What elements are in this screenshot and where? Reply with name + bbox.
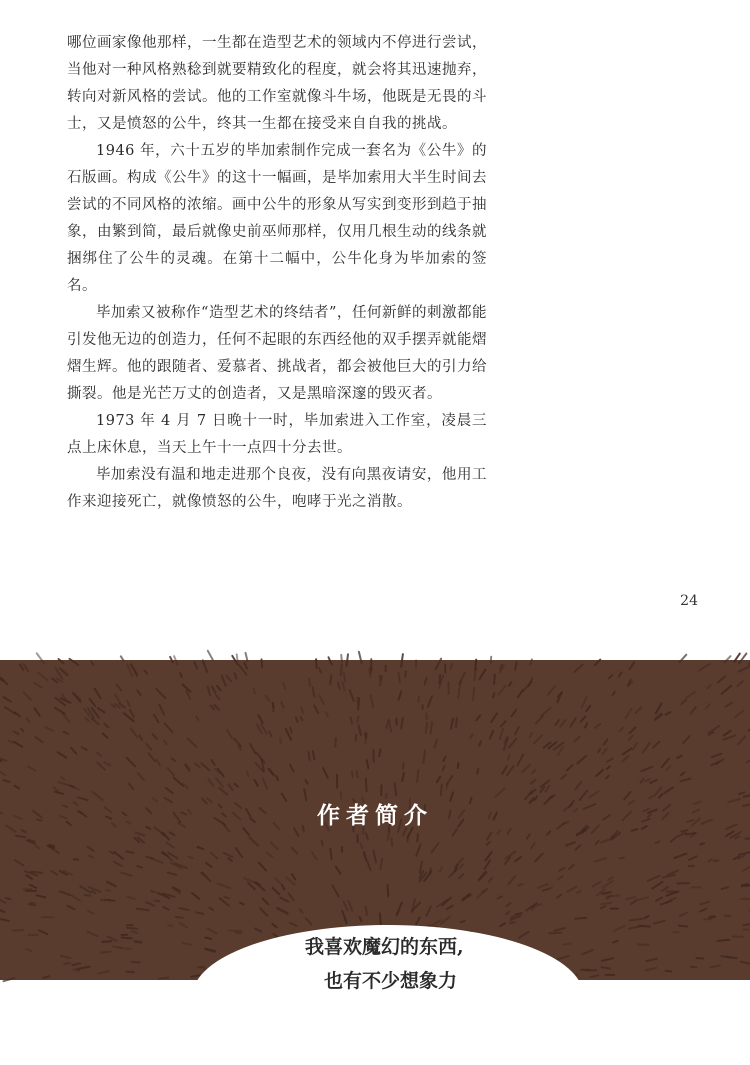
author-intro-panel (0, 660, 750, 980)
paragraph: 1946 年，六十五岁的毕加索制作完成一套名为《公牛》的石版画。构成《公牛》的这十一幅画，是毕加索用大半生时间去尝试的不同风格的浓缩。画中公牛的形象从写实到变形到趋于抽象，由繁到简，最后就像史前巫师那样，仅用几根生动的线条就捆绑住了公牛的灵魂。在第十二幅中，公牛化身为毕加索的签名。 (67, 138, 487, 300)
quote-line: 我喜欢魔幻的东西, (305, 930, 545, 964)
quote-text (305, 930, 545, 998)
quote-line: 也有不少想象力 (305, 964, 545, 998)
page-number: 24 (680, 593, 698, 609)
paragraph: 毕加索又被称作“造型艺术的终结者”，任何新鲜的刺激都能引发他无边的创造力，任何不起眼的东西经他的双手摆弄就能熠熠生辉。他的跟随者、爱慕者、挑战者，都会被他巨大的引力给撕裂。他是光芒万丈的创造者，又是黑暗深邃的毁灭者。 (67, 300, 487, 408)
paragraph: 哪位画家像他那样，一生都在造型艺术的领域内不停进行尝试，当他对一种风格熟稔到就要精致化的程度，就会将其迅速抛弃，转向对新风格的尝试。他的工作室就像斗牛场，他既是无畏的斗士，又是愤怒的公牛，终其一生都在接受来自自我的挑战。 (67, 30, 487, 138)
article-body (67, 30, 487, 516)
section-title: 作者简介 (0, 797, 750, 830)
paragraph: 毕加索没有温和地走进那个良夜，没有向黑夜请安，他用工作来迎接死亡，就像愤怒的公牛，咆哮于光之消散。 (67, 462, 487, 516)
paragraph: 1973 年 4 月 7 日晚十一时，毕加索进入工作室，凌晨三点上床休息，当天上午十一点四十分去世。 (67, 408, 487, 462)
